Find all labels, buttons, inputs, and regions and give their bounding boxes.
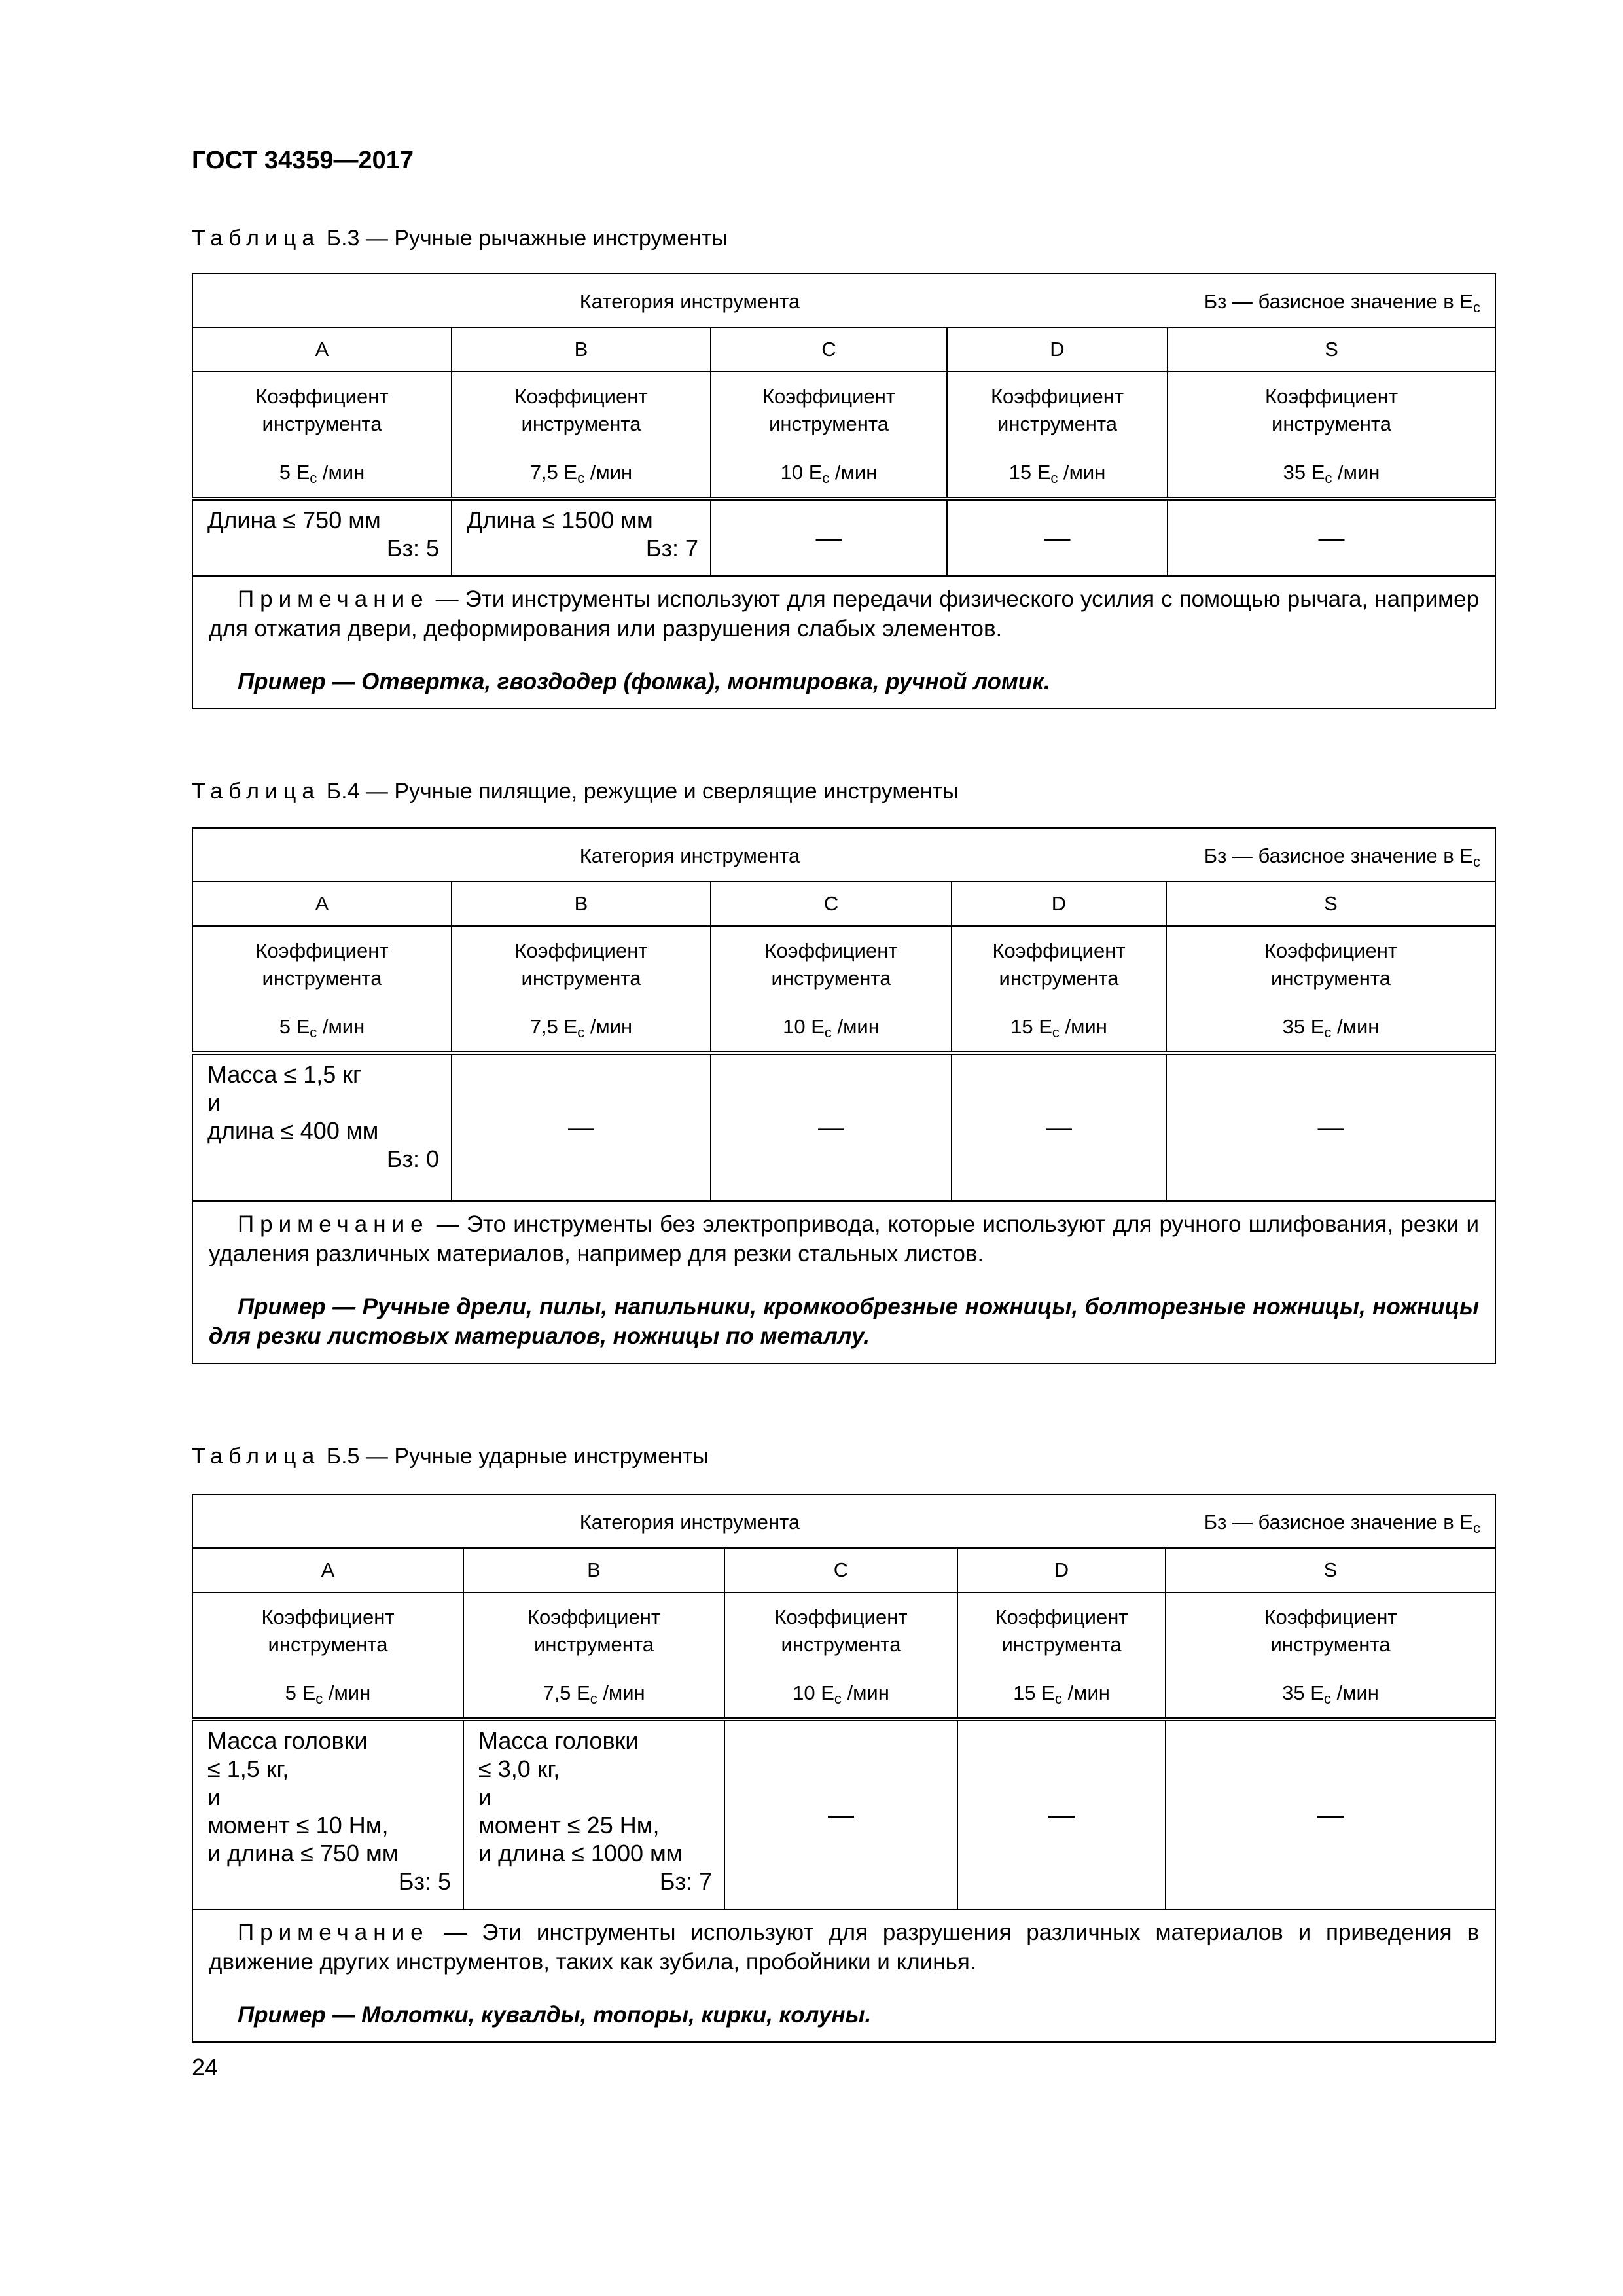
caption-label: Таблица [192,1444,321,1469]
document-header: ГОСТ 34359—2017 [192,147,414,174]
dash-cell: — [724,1719,957,1909]
category-b: B [452,327,711,372]
coefficient-cell: Коэффициент инструмента 7,5 $E_c$ /мин [463,1592,724,1719]
category-a: A [192,1548,463,1592]
dash-cell: — [711,1053,952,1201]
coefficient-cell: Коэффициент инструмента 15 $E_c$ /мин [947,372,1168,499]
dash-cell: — [957,1719,1166,1909]
category-a: A [192,327,452,372]
table-b5-caption [192,1444,709,1469]
coefficient-cell: Коэффициент инструмента 10 $E_c$ /мин [724,1592,957,1719]
dash-cell: — [711,499,947,576]
limit-cell-a: Масса головки ≤ 1,5 кг, и момент ≤ 10 Нм, и длина ≤ 750 мм Бз: 5 [192,1719,463,1909]
dash-cell: — [952,1053,1166,1201]
note-text: Примечание — Эти инструменты используют для передачи физического усилия с помощью рычага, например для отжатия двери, деформирования или разрушения слабых элементов. [209,586,1480,641]
example-text: Пример — Отвертка, гвоздодер (фомка), монтировка, ручной ломик. [238,669,1050,694]
table-b4 [192,827,1496,1364]
limit-cell-a: Масса ≤ 1,5 кг и длина ≤ 400 мм Бз: 0 [192,1053,452,1201]
note-text: Примечание — Эти инструменты используют для разрушения различных материалов и приведения в движение других инструментов, таких как зубила, пробойники и клинья. [209,1920,1480,1975]
coefficient-cell: Коэффициент инструмента 35 $E_c$ /мин [1166,1592,1495,1719]
example-text: Пример — Молотки, кувалды, топоры, кирки, колуны. [238,2002,872,2028]
dash-cell: — [452,1053,711,1201]
category-header [192,828,1495,882]
category-a: A [192,882,452,926]
table-b3-caption [192,226,728,251]
coefficient-cell: Коэффициент инструмента 10 $E_c$ /мин [711,926,952,1053]
category-label: Категория инструмента [579,844,800,867]
note-cell [192,1909,1495,2042]
dash-cell: — [1166,1719,1495,1909]
base-value-label: Бз — базисное значение в $E_c$ [1204,844,1481,870]
category-d: D [957,1548,1166,1592]
coefficient-cell: Коэффициент инструмента 15 $E_c$ /мин [957,1592,1166,1719]
note-cell [192,1201,1495,1363]
dash-cell: — [1166,1053,1495,1201]
limit-cell-b: Длина ≤ 1500 мм Бз: 7 [452,499,711,576]
category-d: D [947,327,1168,372]
caption-text: Б.4 — Ручные пилящие, режущие и сверлящие инструменты [320,779,959,804]
table-b3 [192,273,1496,709]
note-text: Примечание — Это инструменты без электропривода, которые используют для ручного шлифования, резки и удаления различных материалов, например для резки стальных листов. [209,1211,1480,1266]
category-b: B [452,882,711,926]
category-b: B [463,1548,724,1592]
coefficient-cell: Коэффициент инструмента 5 $E_c$ /мин [192,1592,463,1719]
caption-text: Б.3 — Ручные рычажные инструменты [320,226,728,251]
limit-cell-b: Масса головки ≤ 3,0 кг, и момент ≤ 25 Нм, и длина ≤ 1000 мм Бз: 7 [463,1719,724,1909]
coefficient-cell: Коэффициент инструмента 5 $E_c$ /мин [192,926,452,1053]
category-s: S [1166,1548,1495,1592]
category-d: D [952,882,1166,926]
category-label: Категория инструмента [579,1511,800,1534]
base-value-label: Бз — базисное значение в $E_c$ [1204,1511,1481,1536]
coefficient-cell: Коэффициент инструмента 35 $E_c$ /мин [1166,926,1495,1053]
category-header [192,1494,1495,1548]
category-s: S [1166,882,1495,926]
category-header [192,274,1495,327]
dash-cell: — [947,499,1168,576]
example-text: Пример — Ручные дрели, пилы, напильники, кромкообрезные ножницы, болторезные ножницы, ножницы для резки листовых материалов, ножницы по металлу. [209,1294,1480,1349]
page-number: 24 [192,2054,219,2081]
coefficient-cell: Коэффициент инструмента 7,5 $E_c$ /мин [452,926,711,1053]
limit-cell-a: Длина ≤ 750 мм Бз: 5 [192,499,452,576]
coefficient-cell: Коэффициент инструмента 35 $E_c$ /мин [1168,372,1495,499]
coefficient-cell: Коэффициент инструмента 7,5 $E_c$ /мин [452,372,711,499]
category-c: C [711,882,952,926]
table-b4-caption [192,779,959,804]
coefficient-cell: Коэффициент инструмента 10 $E_c$ /мин [711,372,947,499]
caption-text: Б.5 — Ручные ударные инструменты [320,1444,709,1469]
note-cell [192,576,1495,709]
category-s: S [1168,327,1495,372]
base-value-label: Бз — базисное значение в $E_c$ [1204,290,1481,315]
coefficient-cell: Коэффициент инструмента 5 $E_c$ /мин [192,372,452,499]
category-label: Категория инструмента [579,290,800,313]
caption-label: Таблица [192,226,321,251]
category-c: C [711,327,947,372]
dash-cell: — [1168,499,1495,576]
table-b5 [192,1494,1496,2043]
caption-label: Таблица [192,779,321,804]
category-c: C [724,1548,957,1592]
coefficient-cell: Коэффициент инструмента 15 $E_c$ /мин [952,926,1166,1053]
